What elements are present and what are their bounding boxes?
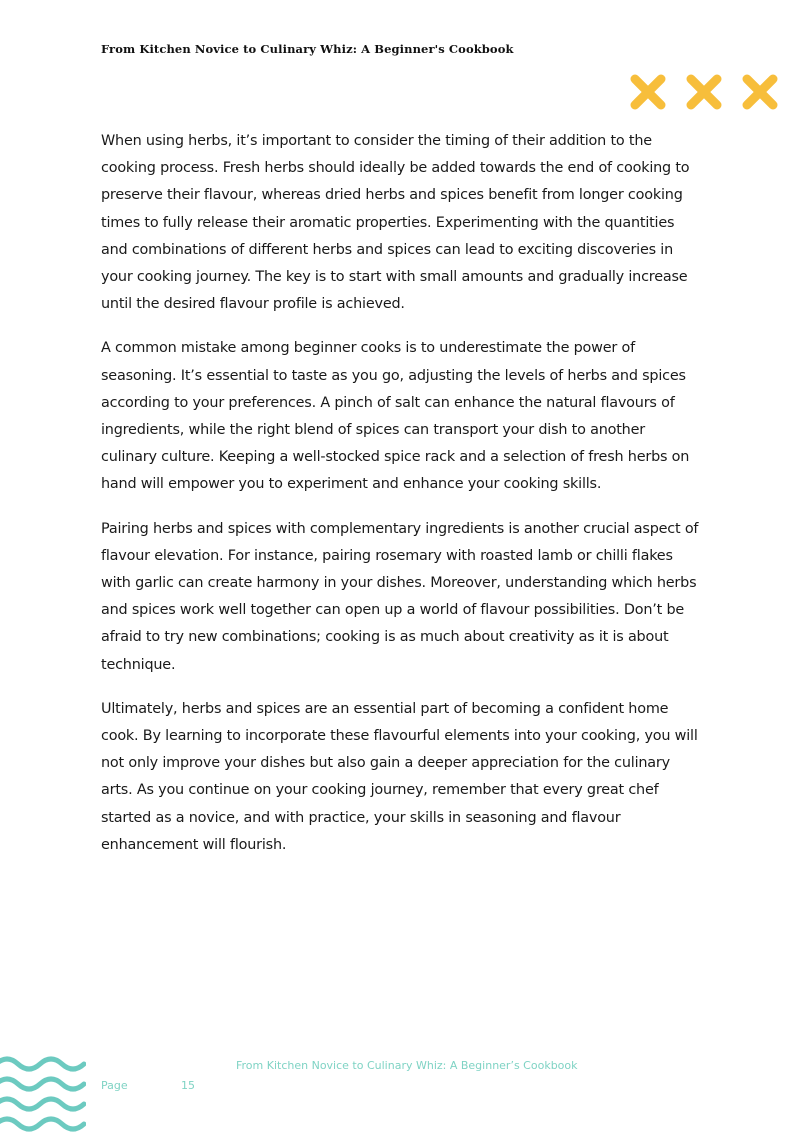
- paragraph: When using herbs, it’s important to consider the timing of their addition to the cooking process. Fresh herbs should ideally be added towards the end of cooking to preserve their flavour, whereas dried herbs and spices benefit from longer cooking times to fully release their aromatic properties. Experimenting with the quantities and combinations of different herbs and spices can lead to exciting discoveries in your cooking journey. The key is to start with small amounts and gradually increase until the desired flavour profile is achieved.: [101, 133, 690, 313]
- body-text: [101, 128, 705, 876]
- three-crosses-icon: [628, 72, 780, 112]
- waves-icon: [0, 1050, 86, 1132]
- paragraph: Ultimately, herbs and spices are an essential part of becoming a confident home cook. By learning to incorporate these flavourful elements into your cooking, you will not only improve your dishes but also gain a deeper appreciation for the culinary arts. As you continue on your cooking journey, remember that every great chef started as a novice, and with practice, your skills in seasoning and flavour enhancement will flourish.: [101, 700, 698, 853]
- paragraph: Pairing herbs and spices with complementary ingredients is another crucial aspect of flavour elevation. For instance, pairing rosemary with roasted lamb or chilli flakes with garlic can create harmony in your dishes. Moreover, understanding which herbs and spices work well together can open up a world of flavour possibilities. Don’t be afraid to try new combinations; cooking is as much about creativity as it is about technique.: [101, 520, 699, 673]
- paragraph: A common mistake among beginner cooks is to underestimate the power of seasoning. It’s essential to taste as you go, adjusting the levels of herbs and spices according to your preferences. A pinch of salt can enhance the natural flavours of ingredients, while the right blend of spices can transport your dish to another culinary culture. Keeping a well-stocked spice rack and a selection of fresh herbs on hand will empower you to experiment and enhance your cooking skills.: [101, 340, 690, 493]
- page-number: 15: [181, 1079, 195, 1092]
- running-header: From Kitchen Novice to Culinary Whiz: A Beginner's Cookbook: [101, 42, 514, 56]
- page-label: Page: [101, 1079, 128, 1092]
- footer-title: From Kitchen Novice to Culinary Whiz: A Beginner’s Cookbook: [236, 1059, 578, 1072]
